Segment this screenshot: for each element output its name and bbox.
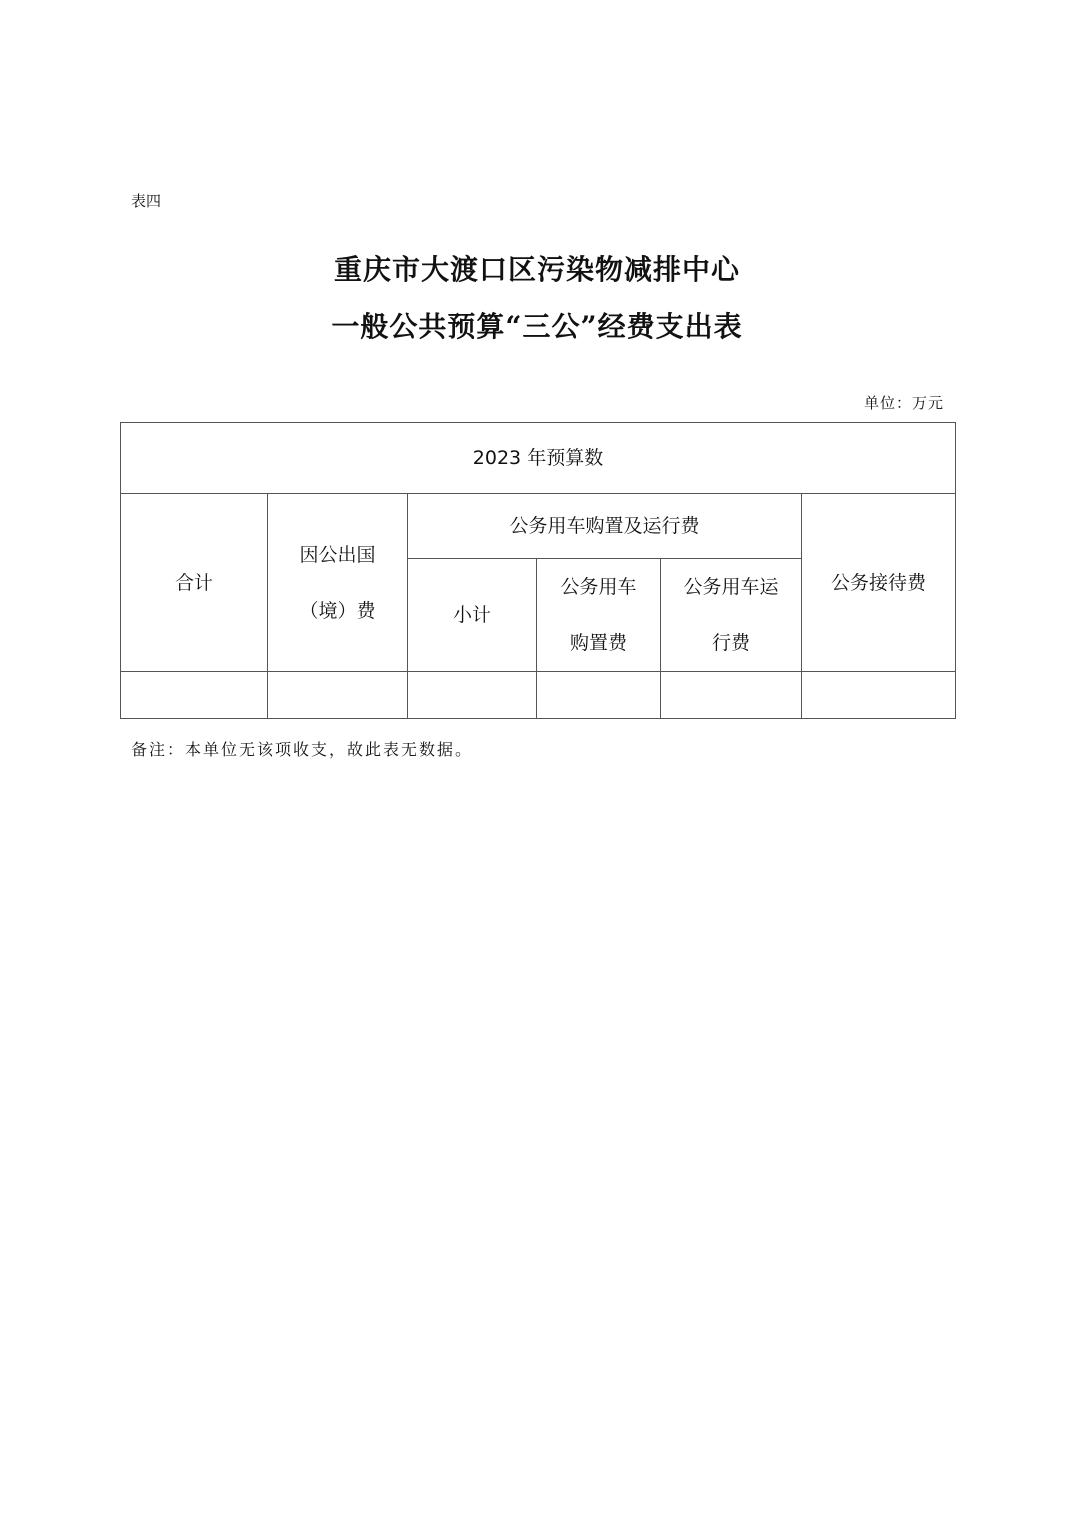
vehicle-running-header-line1: 公务用车运 bbox=[683, 576, 779, 598]
vehicle-purchase-header-line2: 购置费 bbox=[569, 632, 627, 654]
reception-expense-header: 公务接待费 bbox=[802, 494, 956, 672]
abroad-expense-header-line1: 因公出国 bbox=[299, 543, 376, 566]
abroad-value-cell bbox=[268, 672, 408, 719]
header-row-categories bbox=[121, 494, 956, 559]
reception-value-cell bbox=[802, 672, 956, 719]
vehicle-running-value-cell bbox=[661, 672, 802, 719]
table-note: 备注：本单位无该项收支，故此表无数据。 bbox=[131, 740, 474, 759]
vehicle-expense-group-header: 公务用车购置及运行费 bbox=[408, 494, 802, 559]
abroad-expense-header-line2: （境）费 bbox=[299, 599, 376, 622]
subtotal-header: 小计 bbox=[408, 559, 537, 672]
three-public-expenses-table bbox=[120, 422, 956, 719]
total-value-cell bbox=[121, 672, 268, 719]
vehicle-purchase-header bbox=[537, 559, 661, 672]
total-header: 合计 bbox=[121, 494, 268, 672]
abroad-expense-header bbox=[268, 494, 408, 672]
vehicle-running-header-line2: 行费 bbox=[711, 632, 750, 654]
subtotal-value-cell bbox=[408, 672, 537, 719]
vehicle-purchase-header-line1: 公务用车 bbox=[560, 576, 637, 598]
document-title-line1: 重庆市大渡口区污染物减排中心 bbox=[333, 253, 740, 286]
budget-year-header: 2023 年预算数 bbox=[121, 423, 956, 494]
table-number-label: 表四 bbox=[131, 192, 162, 210]
unit-label: 单位：万元 bbox=[863, 394, 944, 412]
header-row-year bbox=[121, 423, 956, 494]
table-row bbox=[121, 672, 956, 719]
vehicle-purchase-value-cell bbox=[537, 672, 661, 719]
vehicle-running-header bbox=[661, 559, 802, 672]
document-title-line2: 一般公共预算“三公”经费支出表 bbox=[331, 310, 743, 343]
